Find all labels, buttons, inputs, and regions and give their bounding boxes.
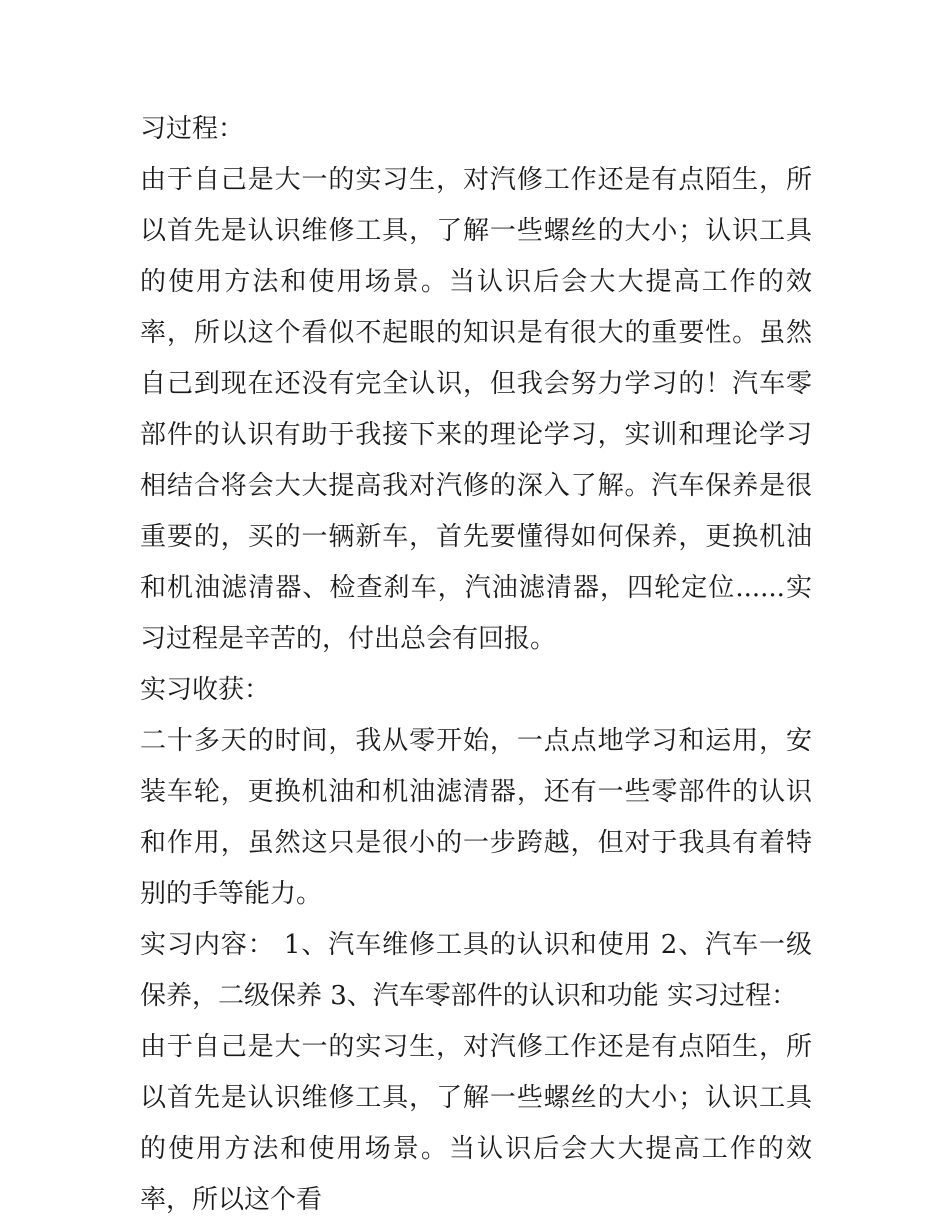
paragraph-gains-body: 二十多天的时间，我从零开始，一点点地学习和运用，安装车轮，更换机油和机油滤清器，还有一些零部件的认识和作用，虽然这只是很小的一步跨越，但对于我具有着特别的手等能力。 bbox=[140, 726, 812, 909]
paragraph-process-body: 由于自己是大一的实习生，对汽修工作还是有点陌生，所以首先是认识维修工具，了解一些螺丝的大小；认识工具的使用方法和使用场景。当认识后会大大提高工作的效率，所以这个看似不起眼的知识是有很大的重要性。虽然自己到现在还没有完全认识，但我会努力学习的！汽车零部件的认识有助于我接下来的理论学习，实训和理论学习相结合将会大大提高我对汽修的深入了解。汽车保养是很重要的，买的一辆新车，首先要懂得如何保养，更换机油和机油滤清器、检查刹车，汽油滤清器，四轮定位......实习过程是辛苦的，付出总会有回报。 bbox=[140, 165, 812, 654]
paragraph-gains-heading: 实习收获： bbox=[140, 675, 271, 705]
paragraph-content-list: 实习内容： 1、汽车维修工具的认识和使用 2、汽车一级保养，二级保养 3、汽车零部件的认识和功能 实习过程： bbox=[140, 930, 812, 1011]
paragraph-process-heading-fragment: 习过程： bbox=[140, 114, 245, 144]
paragraph-process-body-repeat: 由于自己是大一的实习生，对汽修工作还是有点陌生，所以首先是认识维修工具，了解一些螺丝的大小；认识工具的使用方法和使用场景。当认识后会大大提高工作的效率，所以这个看 bbox=[140, 1032, 812, 1215]
document-body bbox=[140, 104, 812, 1226]
